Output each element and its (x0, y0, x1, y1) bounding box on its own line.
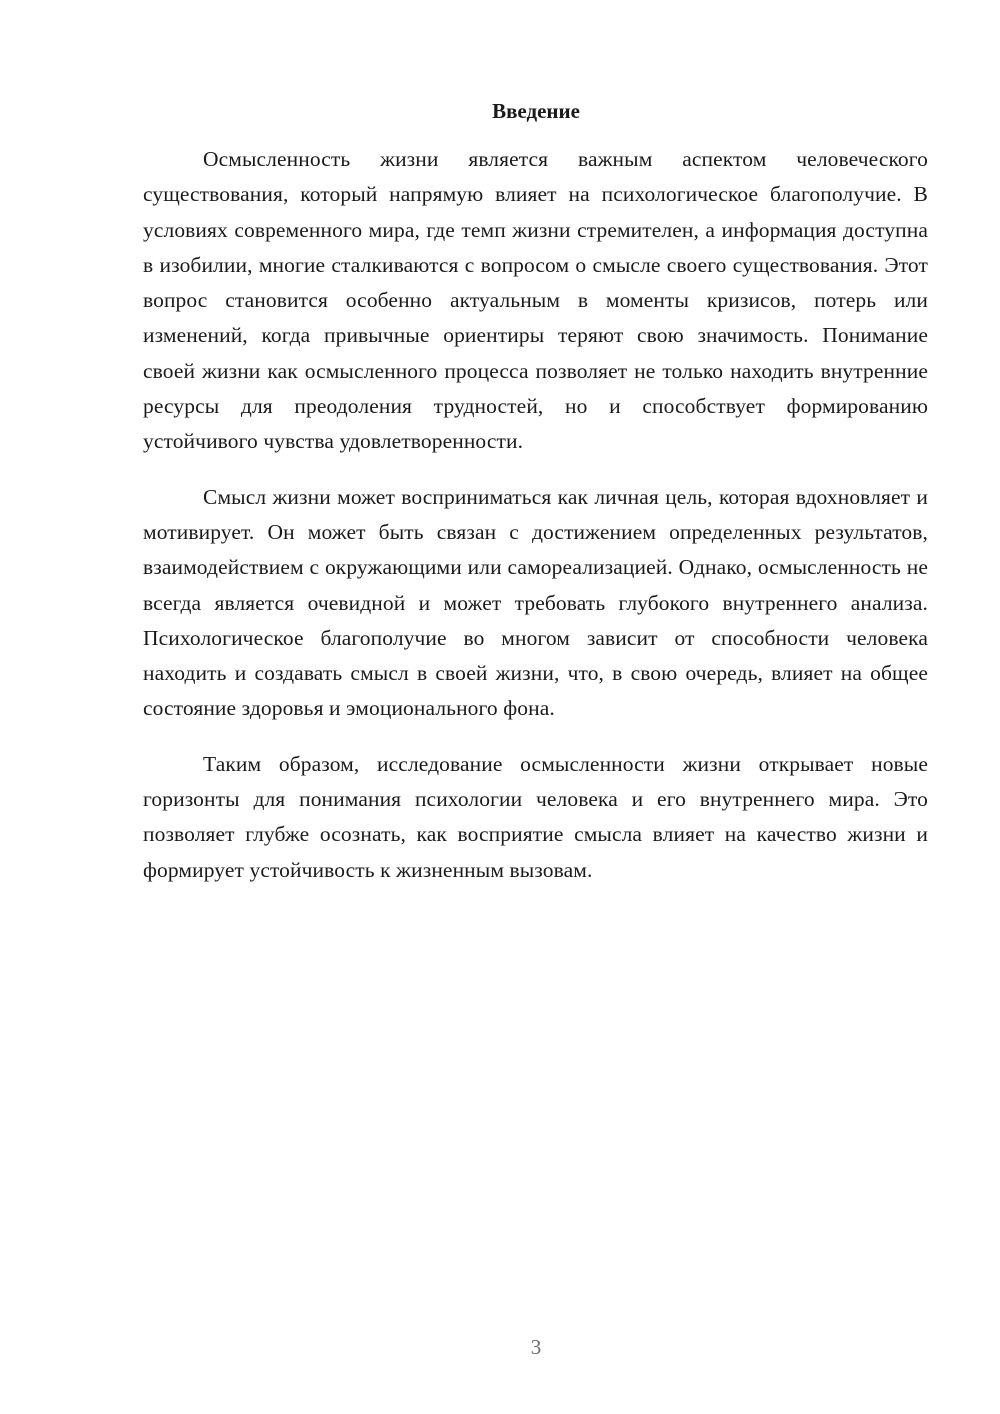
page-number: 3 (530, 1335, 542, 1359)
paragraph-2: Смысл жизни может восприниматься как личная цель, которая вдохновляет и мотивирует. Он может быть связан с достижением определенных результатов, взаимодействием с окружающими или самореализацией. Однако, осмысленность не всегда является очевидной и может требовать глубокого внутреннего анализа. Психологическое благополучие во многом зависит от способности человека находить и создавать смысл в своей жизни, что, в свою очередь, влияет на общее состояние здоровья и эмоционального фона. (143, 484, 928, 721)
body-text (143, 142, 928, 908)
paragraph-1: Осмысленность жизни является важным аспектом человеческого существования, который напрямую влияет на психологическое благополучие. В условиях современного мира, где темп жизни стремителен, а информация доступна в изобилии, многие сталкиваются с вопросом о смысле своего существования. Этот вопрос становится особенно актуальным в моменты кризисов, потерь или изменений, когда привычные ориентиры теряют свою значимость. Понимание своей жизни как осмысленного процесса позволяет не только находить внутренние ресурсы для преодоления трудностей, но и способствует формированию устойчивого чувства удовлетворенности. (143, 147, 928, 454)
section-title: Введение (492, 99, 580, 123)
paragraph-3: Таким образом, исследование осмысленности жизни открывает новые горизонты для понимания психологии человека и его внутреннего мира. Это позволяет глубже осознать, как восприятие смысла влияет на качество жизни и формирует устойчивость к жизненным вызовам. (143, 751, 928, 882)
